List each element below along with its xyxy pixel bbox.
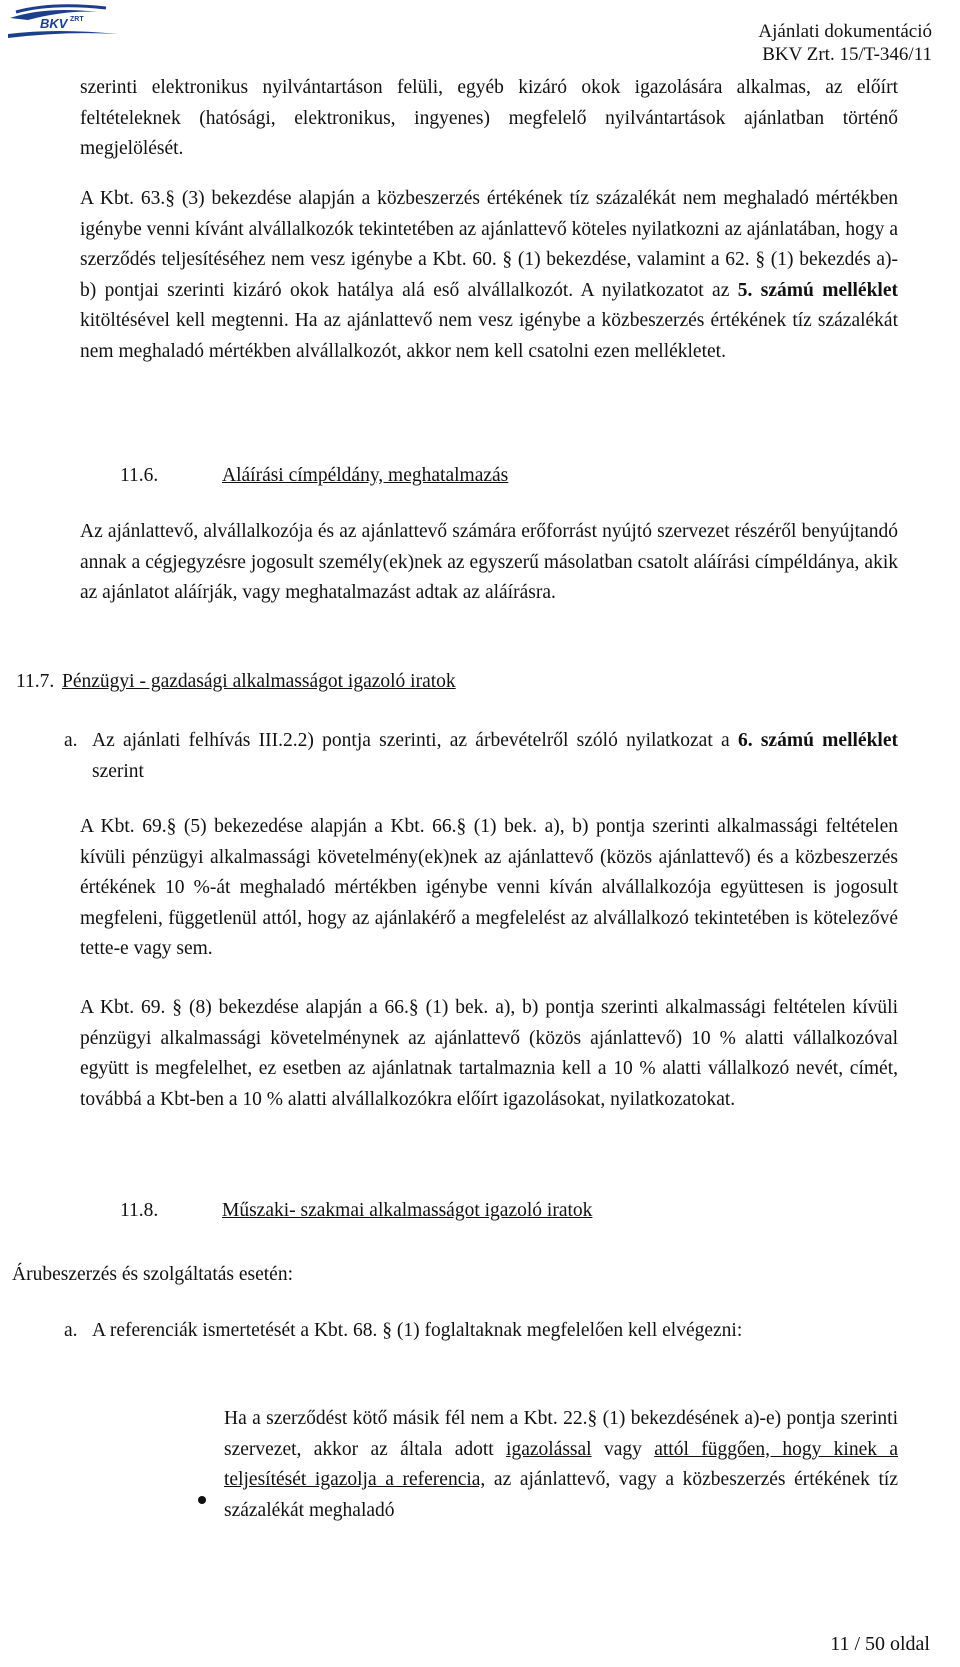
list-label: a. (64, 1320, 78, 1341)
paragraph-text: A Kbt. 63.§ (3) bekezdése alapján a közbeszerzés értékének tíz százalékát nem meghaladó mértékben igénybe venni kívánt alvállalkozók tekintetében az ajánlattevő köteles nyilatkozni az ajánlatában, hogy a szerződés teljesítéséhez nem vesz igénybe a Kbt. 60. § (1) bekezdése, valamint a 62. § (1) bekezdés a)-b) pontjai szerinti kizáró okok hatálya alá eső alvállalkozót. A nyilatkozatot az (80, 188, 898, 301)
annex-reference: 6. számú melléklet (737, 730, 898, 751)
annex-reference: 5. számú melléklet (737, 279, 899, 301)
page-header (758, 20, 932, 66)
underlined-text: igazolással (506, 1438, 592, 1460)
logo-text: BKV (40, 16, 68, 31)
list-item-text: Az ajánlati felhívás III.2.2) pontja szerinti, az árbevételről szóló nyilatkozat a (92, 730, 738, 751)
list-label: a. (64, 730, 78, 751)
bullet-item (224, 1404, 898, 1526)
section-number: 11.6. (120, 465, 159, 486)
bullet-text: vagy (591, 1438, 655, 1460)
underlined-text: attól függően, hogy kinek a teljesítését igazolja a referencia, (224, 1438, 898, 1490)
section-heading-11-6 (120, 461, 508, 492)
page-number: 11 / 50 oldal (830, 1633, 930, 1655)
paragraph-intro: szerinti elektronikus nyilvántartáson felüli, egyéb kizáró okok igazolására alkalmas, az előírt feltételeknek (hatósági, elektronikus, ingyenes) megfelelő nyilvántartások ajánlatban történő megjelölését. (80, 77, 898, 159)
paragraph-financial-1: A Kbt. 69.§ (5) bekezedése alapján a Kbt. 66.§ (1) bek. a), b) pontja szerinti alkalmassági feltételen kívüli pénzügyi alkalmassági követelmény(ek)nek az ajánlattevő (közös ajánlattevő) és a közbeszerzés értékének 10 %-át meghaladó mértékben igénybe venni kíván alvállalkozója együttesen is jogosult megfeleni, függetlenül attól, hogy az ajánlakérő a megfelelést az alvállalkozó tekintetében is kötelezővé tette-e vagy sem. (80, 816, 898, 959)
list-item-a: A referenciák ismertetését a Kbt. 68. § (1) foglaltaknak megfelelően kell elvégezni: (92, 1320, 743, 1341)
list-item-text: szerint (92, 760, 144, 782)
svg-text:ZRT: ZRT (70, 16, 84, 23)
section-title: Aláírási címpéldány, meghatalmazás (222, 465, 509, 486)
doc-reference: BKV Zrt. 15/T-346/11 (762, 44, 932, 65)
bullet-text: az ajánlattevő, vagy a közbeszerzés értékének tíz százalékát meghaladó (224, 1469, 898, 1521)
paragraph-subcontractor (80, 184, 898, 367)
section-heading-11-7 (16, 667, 456, 698)
paragraph-text: kitöltésével kell megtenni. Ha az ajánlattevő nem vesz igénybe a közbeszerzés értékének tíz százalékát nem meghaladó mértékben alvállalkozót, akkor nem kell csatolni ezen mellékletet. (80, 310, 898, 362)
section-heading-11-8 (120, 1196, 592, 1227)
bullet-icon (198, 1496, 206, 1504)
section-number: 11.8. (120, 1200, 159, 1221)
doc-title: Ajánlati dokumentáció (758, 21, 932, 42)
bkv-logo (6, 4, 124, 46)
bullet-text: Ha a szerződést kötő másik fél nem a Kbt. 22.§ (1) bekezdésének a)-e) pontja szerinti szervezet, akkor az általa adott (224, 1408, 898, 1460)
section-number: 11.7. (16, 671, 55, 692)
section-title: Műszaki- szakmai alkalmasságot igazoló iratok (222, 1200, 593, 1221)
subheading-goods-services: Árubeszerzés és szolgáltatás esetén: (12, 1264, 293, 1285)
section-title: Pénzügyi - gazdasági alkalmasságot igazoló iratok (62, 671, 456, 692)
paragraph-signature: Az ajánlattevő, alvállalkozója és az ajánlattevő számára erőforrást nyújtó szervezet részéről benyújtandó annak a cégjegyzésre jogosult személy(ek)nek az egyszerű másolatban csatolt aláírási címpéldánya, akik az ajánlatot aláírják, vagy meghatalmazást adtak az aláírásra. (80, 521, 898, 603)
paragraph-financial-2: A Kbt. 69. § (8) bekezdése alapján a 66.§ (1) bek. a), b) pontja szerinti alkalmassági feltételen kívüli pénzügyi alkalmassági követelménynek az ajánlattevő (közös ajánlattevő) 10 % alatti vállalkozóval együtt is megfelelhet, ez esetben az ajánlatnak tartalmaznia kell a 10 % alatti vállalkozó nevét, címét, továbbá a Kbt-ben a 10 % alatti alvállalkozókra előírt igazolásokat, nyilatkozatokat. (80, 997, 898, 1110)
list-item-a (92, 726, 898, 787)
